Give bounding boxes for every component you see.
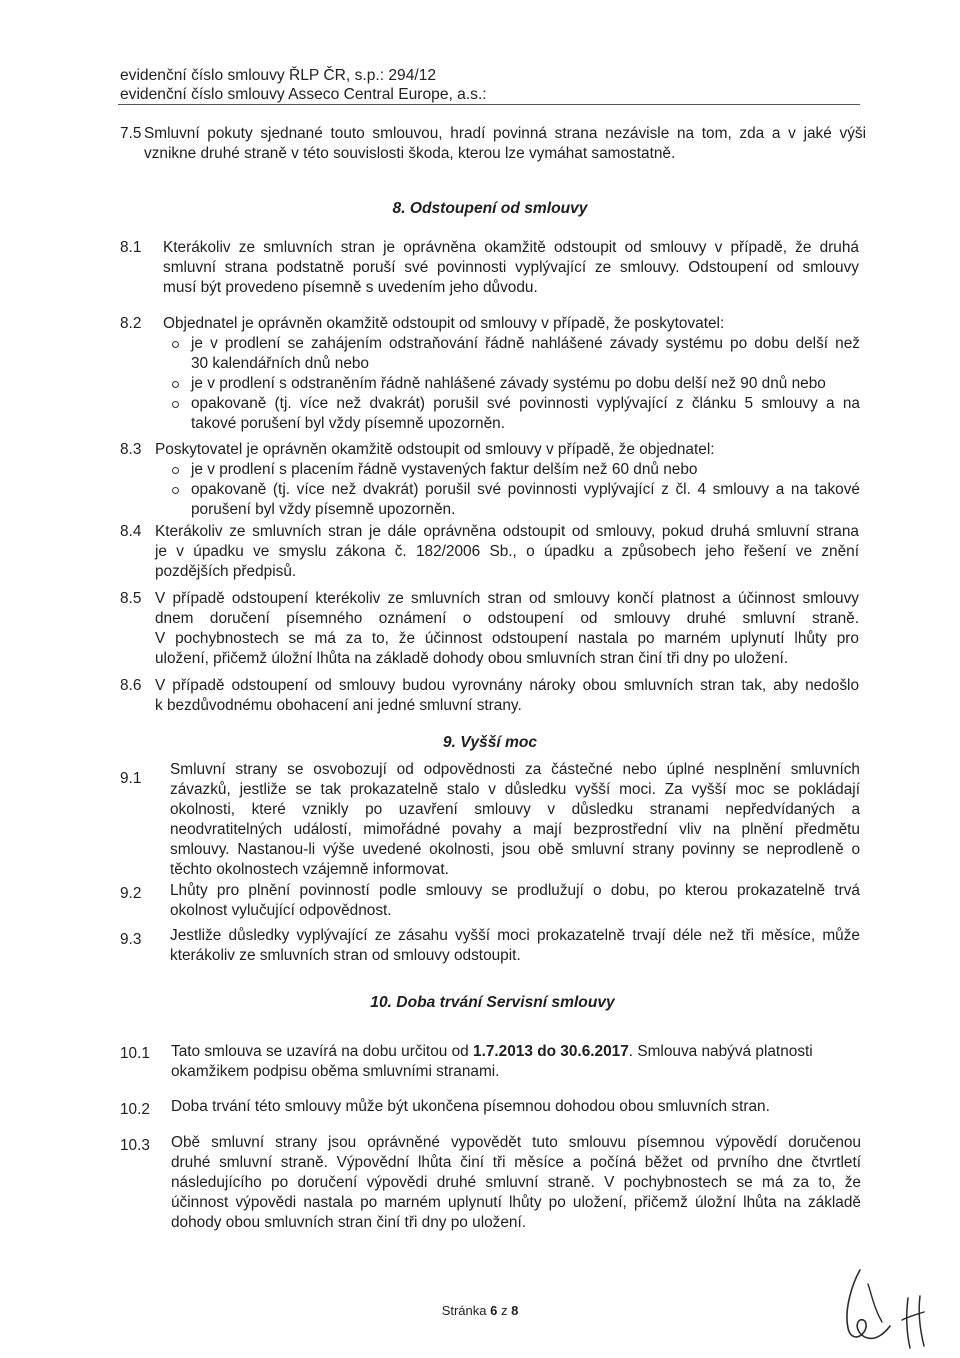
clause-line: dnem doručení písemného oznámení o odstoupení od smlouvy druhé smluvní straně.	[155, 610, 859, 627]
clause-number: 10.1	[120, 1045, 150, 1062]
clause-line: smluvní strana podstatně poruší své povinnosti vyplývající ze smlouvy. Odstoupení od smlouvy	[163, 259, 859, 276]
clause-8-3-bullet-1	[191, 460, 860, 480]
clause-9-2	[170, 881, 860, 921]
heading-article-10: 10. Doba trvání Servisní smlouvy	[370, 994, 615, 1011]
clause-number: 9.3	[120, 931, 142, 948]
clause-number: 9.2	[120, 885, 142, 902]
clause-7-5	[144, 124, 866, 164]
clause-line: Kterákoliv ze smluvních stran je dále oprávněna odstoupit od smlouvy, pokud druhá smluvní strana	[155, 523, 859, 540]
clause-line: V případě odstoupení od smlouvy budou vyrovnány nároky obou smluvních stran tak, aby nedošlo	[155, 677, 859, 694]
start-date: 1.7.2013	[473, 1043, 533, 1060]
clause-number: 8.4	[120, 523, 142, 540]
footer-text: Stránka	[441, 1303, 491, 1318]
clause-line: 30 kalendářních dnů nebo	[191, 355, 369, 372]
clause-line: V případě odstoupení kterékoliv ze smluvních stran od smlouvy končí platnost a účinnost smlouvy	[155, 590, 859, 607]
heading-article-9: 9. Vyšší moc	[442, 734, 538, 751]
clause-9-1	[170, 760, 860, 880]
clause-line: je v úpadku ve smyslu zákona č. 182/2006 Sb., o úpadku a způsobech jeho řešení ve znění	[155, 543, 859, 560]
clause-text: . Smlouva nabývá platnosti	[628, 1043, 813, 1060]
bullet-marker	[172, 467, 179, 474]
clause-line: smlouvy. Nastanou-li výše uvedené okolnosti, jsou obě smluvní strany povinny se neprodleně o	[170, 841, 860, 858]
clause-line: Smluvní strany se osvobozují od odpovědnosti za částečné nebo úplné nesplnění smluvních	[170, 761, 860, 778]
clause-line: vznikne druhé straně v této souvislosti škoda, kterou lze vymáhat samostatně.	[144, 145, 676, 162]
bullet-marker	[172, 401, 179, 408]
clause-8-4	[155, 522, 859, 582]
clause-8-2-bullet-1	[191, 334, 860, 374]
clause-8-2-bullet-2	[191, 374, 860, 394]
contract-number-rlp: evidenční číslo smlouvy ŘLP ČR, s.p.: 294/12	[120, 67, 437, 84]
clause-8-5	[155, 589, 859, 669]
clause-10-3	[171, 1133, 861, 1233]
clause-number: 10.3	[120, 1137, 150, 1154]
clause-line: účinnost výpovědi nastala po marném uplynutí lhůty po uložení, přičemž úložní lhůta na základě	[171, 1194, 861, 1211]
page-total: 8	[511, 1303, 519, 1318]
clause-8-3-intro	[155, 440, 859, 460]
footer-text: z	[497, 1303, 512, 1318]
clause-line: je v prodlení s odstraněním řádně nahlášené závady systému po dobu delší než 90 dnů nebo	[191, 375, 826, 392]
clause-line: je v prodlení s placením řádně vystavených faktur delším než 60 dnů nebo	[191, 461, 698, 478]
clause-line: Kterákoliv ze smluvních stran je oprávněna okamžitě odstoupit od smlouvy v případě, že druhá	[163, 239, 859, 256]
clause-line: musí být provedeno písemně s uvedením jeho důvodu.	[163, 279, 538, 296]
clause-line: Obě smluvní strany jsou oprávněné vypovědět tuto smlouvu písemnou výpovědí doručenou	[171, 1134, 861, 1151]
clause-number: 9.1	[120, 770, 142, 787]
clause-line: Poskytovatel je oprávněn okamžitě odstoupit od smlouvy v případě, že objednatel:	[155, 441, 715, 458]
clause-line: závazků, jestliže se tak prokazatelně stalo v důsledku vyšší moci. Za vyšší moc se pokládají	[170, 781, 860, 798]
clause-line: k bezdůvodnému obohacení ani jedné smluvní strany.	[155, 697, 522, 714]
date-separator: do	[532, 1043, 561, 1060]
clause-line: Objednatel je oprávněn okamžitě odstoupit od smlouvy v případě, že poskytovatel:	[163, 315, 725, 332]
contract-number-asseco: evidenční číslo smlouvy Asseco Central Europe, a.s.:	[120, 86, 487, 103]
bullet-marker	[172, 341, 179, 348]
clause-line: pozdějších předpisů.	[155, 563, 297, 580]
clause-line: neodvratitelných událostí, mimořádné povahy a mají bezprostřední vliv na plnění předmětu	[170, 821, 860, 838]
clause-line: Smluvní pokuty sjednané touto smlouvou, hradí povinná strana nezávisle na tom, zda a v jaké výši	[144, 125, 866, 142]
clause-line: Jestliže důsledky vyplývající ze zásahu vyšší moci prokazatelně trvají déle než tři měsíce, může	[170, 927, 860, 944]
clause-line: takové porušení byl vždy písemně upozorněn.	[191, 415, 505, 432]
clause-line: opakovaně (tj. více než dvakrát) porušil své povinnosti vyplývající z čl. 4 smlouvy a na takové	[191, 481, 860, 498]
clause-8-2-bullet-3	[191, 394, 860, 434]
clause-line: opakovaně (tj. více než dvakrát) porušil své povinnosti vyplývající z článku 5 smlouvy a na	[191, 395, 860, 412]
clause-number: 8.2	[120, 315, 142, 332]
clause-8-6	[155, 676, 859, 716]
clause-line: uložení, přičemž úložní lhůta na základě dohody obou smluvních stran činí tři dny po uložení.	[155, 650, 789, 667]
clause-line	[171, 1042, 861, 1062]
clause-line: následujícího po doručení výpovědi druhé smluvní straně. V pochybnostech se má za to, že	[171, 1174, 861, 1191]
clause-line: Doba trvání této smlouvy může být ukončena písemnou dohodou obou smluvních stran.	[171, 1098, 770, 1115]
clause-9-3	[170, 926, 860, 966]
clause-10-2	[171, 1097, 861, 1117]
bullet-marker	[172, 381, 179, 388]
clause-number: 8.1	[120, 239, 142, 256]
clause-line: dohody obou smluvních stran činí tři dny po uložení.	[171, 1214, 527, 1231]
clause-line: okolnosti, které vznikly po uzavření smlouvy v důsledku stranami nepředvídaných a	[170, 801, 860, 818]
clause-line: druhé smluvní straně. Výpovědní lhůta činí tři měsíce a počíná běžet od prvního dne čtvrtletí	[171, 1154, 861, 1171]
end-date: 30.6.2017	[560, 1043, 629, 1060]
clause-text: Tato smlouva se uzavírá na dobu určitou od	[171, 1043, 474, 1060]
handwritten-initials-signature	[838, 1262, 942, 1352]
clause-line: těchto okolnostech vzájemně informovat.	[170, 861, 449, 878]
clause-10-1	[171, 1042, 861, 1082]
clause-line: kterákoliv ze smluvních stran od smlouvy odstoupit.	[170, 947, 521, 964]
clause-number: 7.5	[120, 125, 142, 142]
clause-number: 8.5	[120, 590, 142, 607]
clause-8-2-intro	[163, 314, 859, 334]
clause-line: okamžikem podpisu oběma smluvními stranami.	[171, 1063, 500, 1080]
heading-article-8: 8. Odstoupení od smlouvy	[392, 200, 588, 217]
page-footer	[0, 1303, 960, 1318]
clause-8-3-bullet-2	[191, 480, 860, 520]
clause-line: je v prodlení se zahájením odstraňování řádně nahlášené závady systému po dobu delší než	[191, 335, 860, 352]
clause-8-1	[163, 238, 859, 298]
clause-number: 10.2	[120, 1101, 150, 1118]
page-number: 6	[490, 1303, 498, 1318]
clause-number: 8.6	[120, 677, 142, 694]
bullet-marker	[172, 487, 179, 494]
clause-line: okolnost vylučující odpovědnost.	[170, 902, 392, 919]
clause-line: V pochybnostech se má za to, že účinnost odstoupení nastala po marném uplynutí lhůty pro	[155, 630, 859, 647]
header-rule	[118, 104, 860, 105]
clause-number: 8.3	[120, 441, 142, 458]
clause-line: porušení byl vždy písemně upozorněn.	[191, 501, 456, 518]
clause-line: Lhůty pro plnění povinností podle smlouvy se prodlužují o dobu, po kterou prokazatelně trvá	[170, 882, 860, 899]
